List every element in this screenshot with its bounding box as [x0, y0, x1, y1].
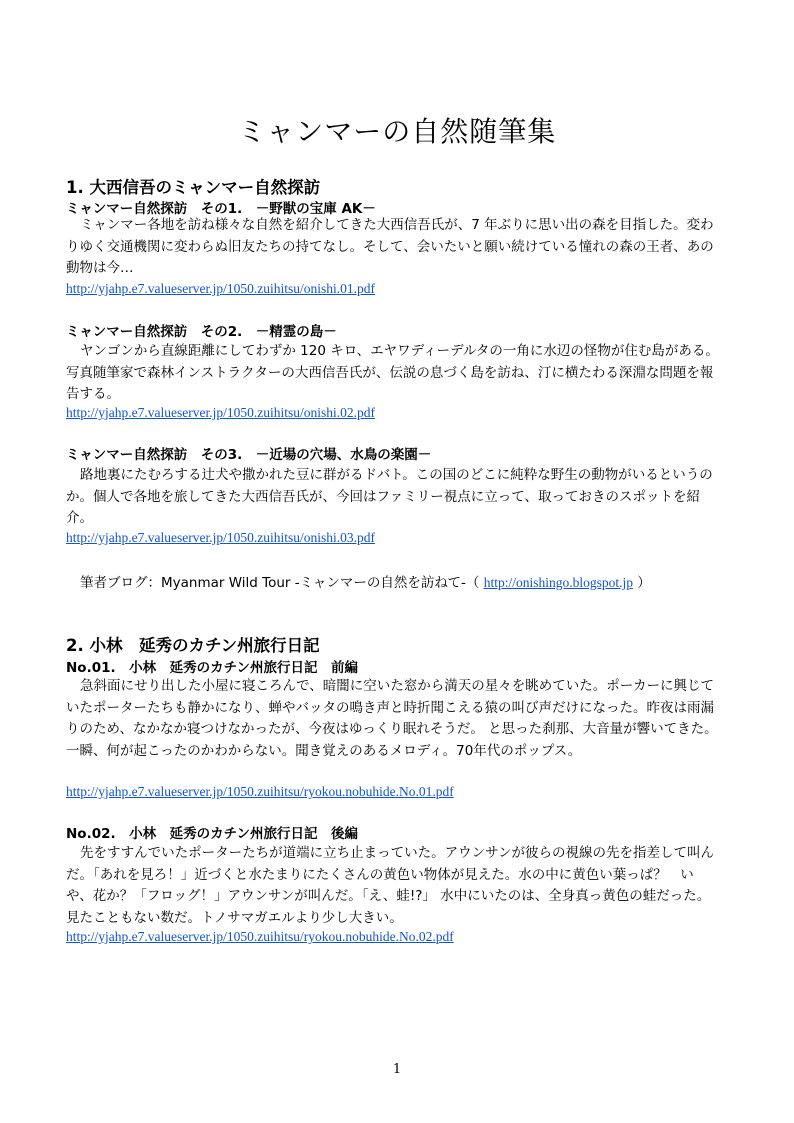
article-link[interactable]: http://yjahp.e7.valueserver.jp/1050.zuihitsu/onishi.02.pdf [66, 405, 375, 420]
article-body: ミャンマー各地を訪ね様々な自然を紹介してきた大西信吾氏が、7 年ぶりに思い出の森を目指した。変わりゆく交通機関に変わらぬ旧友たちの持てなし。そして、会いたいと願い続けている憧れの森の王者、あの動物は今… [66, 217, 714, 276]
section-heading-1: 1. 大西信吾のミャンマー自然探訪 [66, 178, 321, 197]
article-body: 先をすすんでいたポーターたちが道端に立ち止まっていた。アウンサンが彼らの視線の先を指差して叫んだ。「あれを見ろ！」近づくと水たまりにたくさんの黄色い物体が見えた。水の中に黄色い葉っぱ？ いや、花か？「フロッグ！」アウンサンが叫んだ。「え、蛙!?」 水中にいたのは、全身真っ黄色の蛙だった。見たこともない数だ。トノサマガエルより少し大きい。 [66, 845, 714, 926]
article-link[interactable]: http://yjahp.e7.valueserver.jp/1050.zuihitsu/ryokou.nobuhide.No.01.pdf [66, 784, 454, 799]
page-number: 1 [392, 1062, 402, 1077]
section-heading-2: 2. 小林 延秀のカチン州旅行日記 [66, 636, 320, 655]
blog-prefix: 筆者ブログ：Myanmar Wild Tour -ミャンマーの自然を訪ねて-（ [80, 575, 480, 591]
article-body: ヤンゴンから直線距離にしてわずか 120 キロ、エヤワディーデルタの一角に水辺の怪物が住む島がある。写真随筆家で森林インストラクターの大西信吾氏が、伝説の息づく島を訪ね、汀に横たわる深淵な問題を報告する。 [66, 343, 719, 402]
article-heading: ミャンマー自然探訪 その1. －野獣の宝庫 AK－ [66, 201, 376, 217]
author-blog-line [80, 571, 651, 591]
article-link[interactable]: http://yjahp.e7.valueserver.jp/1050.zuihitsu/onishi.03.pdf [66, 530, 375, 545]
article-body: 急斜面にせり出した小屋に寝ころんで、暗闇に空いた窓から満天の星々を眺めていた。ポーカーに興じていたポーターたちも静かになり、蝉やバッタの鳴き声と時折聞こえる猿の叫び声だけになった。昨夜は雨漏りのため、なかなか寝つけなかったが、今夜はゆっくり眠れそうだ。 と思った刹那、大音量が響いてきた。一瞬、何が起こったのかわからない。聞き覚えのあるメロディ。70年代のポップス。 [66, 678, 718, 759]
article-heading: No.01. 小林 延秀のカチン州旅行日記 前編 [66, 660, 358, 676]
document-title: ミャンマーの自然随筆集 [237, 115, 557, 148]
blog-suffix: ） [637, 575, 651, 591]
article-body: 路地裏にたむろする辻犬や撒かれた豆に群がるドバト。この国のどこに純粋な野生の動物がいるというのか。個人で各地を旅してきた大西信吾氏が、今回はファミリー視点に立って、取っておきのスポットを紹介。 [66, 467, 713, 526]
blog-link[interactable]: http://onishingo.blogspot.jp [483, 575, 633, 590]
article-heading: ミャンマー自然探訪 その2. －精霊の島－ [66, 324, 337, 340]
article-link[interactable]: http://yjahp.e7.valueserver.jp/1050.zuihitsu/ryokou.nobuhide.No.02.pdf [66, 929, 454, 944]
article-heading: ミャンマー自然探訪 その3. －近場の穴場、水鳥の楽園－ [66, 447, 432, 463]
article-heading: No.02. 小林 延秀のカチン州旅行日記 後編 [66, 826, 358, 842]
article-link[interactable]: http://yjahp.e7.valueserver.jp/1050.zuihitsu/onishi.01.pdf [66, 281, 375, 296]
